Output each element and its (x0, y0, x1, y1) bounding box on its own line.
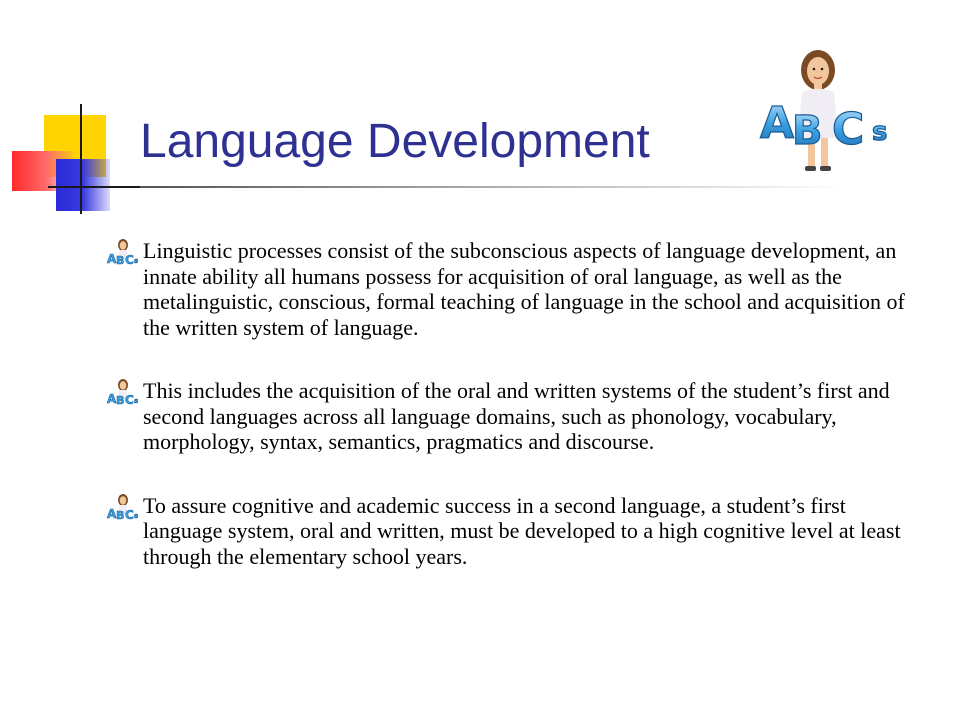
svg-text:s: s (134, 257, 139, 265)
horizontal-line-decoration (48, 186, 140, 188)
svg-text:A: A (107, 252, 117, 266)
abcs-girl-clipart-icon (758, 46, 904, 176)
title-underline-rule (48, 186, 848, 188)
svg-text:A: A (107, 392, 117, 406)
abcs-bullet-icon (106, 378, 140, 408)
vertical-line-decoration (80, 104, 82, 214)
bullet-item (108, 493, 918, 570)
abcs-bullet-icon (106, 493, 140, 523)
svg-text:B: B (116, 254, 125, 267)
bullet-list (108, 238, 918, 569)
svg-text:C: C (125, 253, 134, 267)
svg-text:C: C (125, 507, 134, 522)
abcs-bullet-icon (106, 238, 140, 268)
svg-text:s: s (134, 511, 139, 520)
svg-text:B: B (116, 508, 125, 522)
svg-text:A: A (107, 506, 117, 521)
svg-text:C: C (832, 104, 865, 155)
bullet-text: This includes the acquisition of the oral and written systems of the student’s first and second languages across all language domains, such as phonology, vocabulary, morphology, syntax, semantics, pragmatics and discourse. (143, 378, 890, 454)
svg-text:s: s (872, 117, 888, 147)
svg-text:B: B (116, 394, 125, 407)
bullet-text: Linguistic processes consist of the subconscious aspects of language development, an innate ability all humans possess for acquisition of oral language, as well as the metalinguistic, conscious, formal teaching of language in the school and acquisition of the written system of language. (143, 238, 905, 340)
svg-text:B: B (792, 108, 823, 154)
svg-text:A: A (760, 98, 795, 149)
svg-text:s: s (134, 397, 139, 405)
bullet-item (108, 238, 918, 340)
svg-text:C: C (125, 393, 134, 407)
bullet-text: To assure cognitive and academic success in a second language, a student’s first language system, oral and written, must be developed to a high cognitive level at least through the elementary school years. (143, 492, 901, 569)
slide-title: Language Development (140, 115, 650, 168)
blue-square-decoration (56, 159, 110, 211)
bullet-item (108, 378, 918, 455)
